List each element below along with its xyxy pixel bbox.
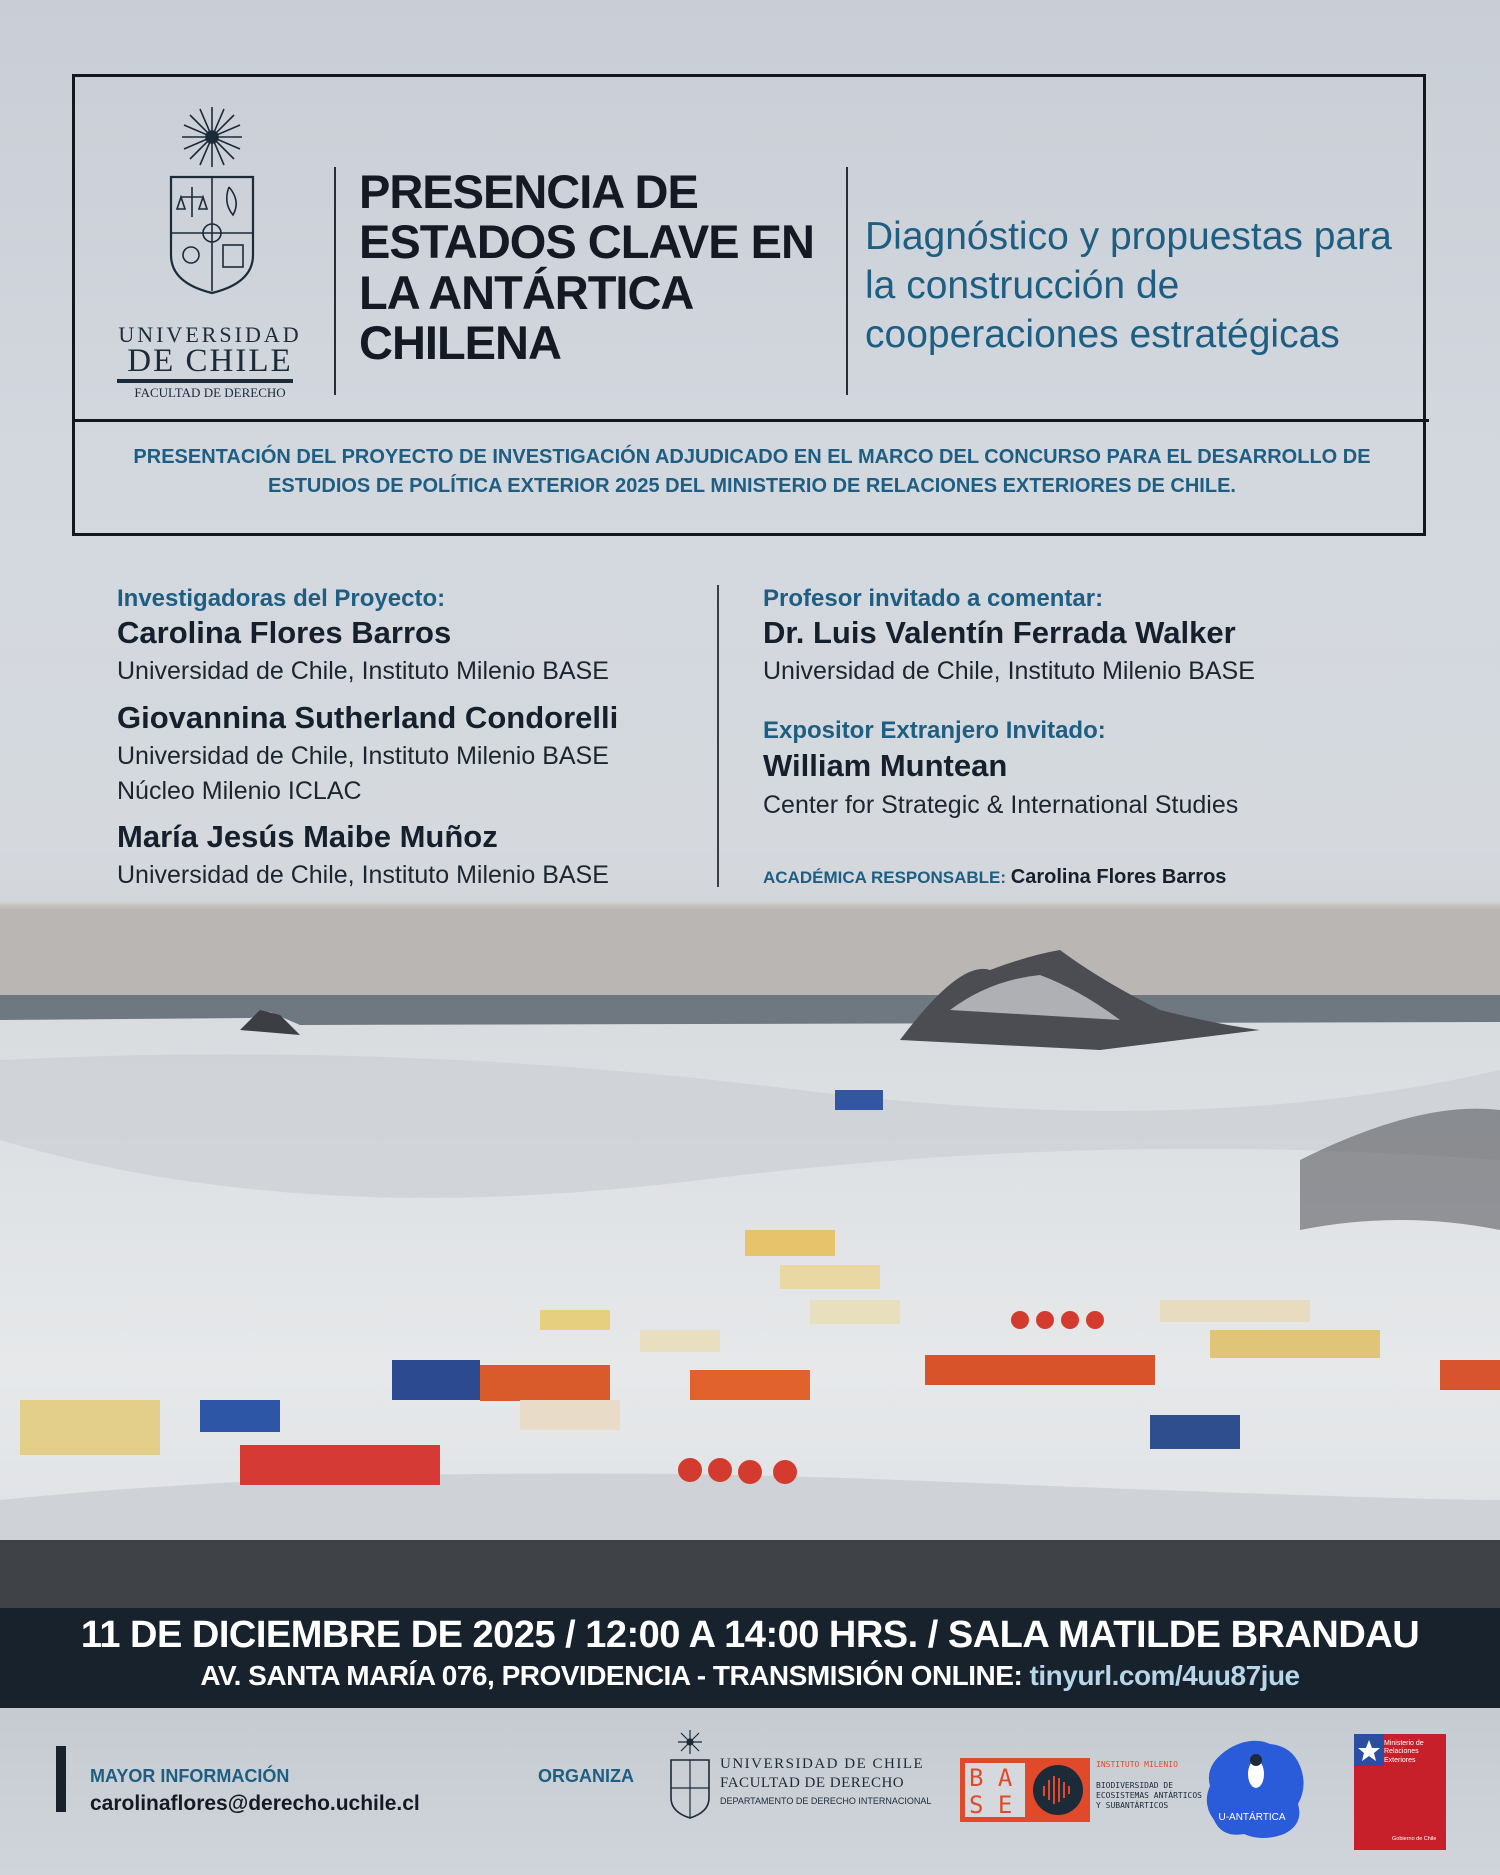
- ministry-name: Ministerio de Relaciones Exteriores: [1384, 1740, 1424, 1764]
- researcher-name: María Jesús Maibe Muñoz: [117, 819, 498, 854]
- u-antartica-label: U-ANTÁRTICA: [1218, 1812, 1286, 1823]
- organizer-label: ORGANIZA: [538, 1766, 634, 1786]
- university-crest-icon: [167, 105, 257, 315]
- antarctic-base-photo: [0, 900, 1500, 1610]
- researchers-heading: Investigadoras del Proyecto:: [117, 585, 446, 612]
- event-address: [0, 1660, 1500, 1692]
- base-institute-logo: [960, 1758, 1090, 1822]
- online-stream-link[interactable]: tinyurl.com/4uu87jue: [1029, 1660, 1300, 1691]
- faculty-crest-icon: [668, 1728, 712, 1832]
- project-presentation-text: PRESENTACIÓN DEL PROYECTO DE INVESTIGACIÓN ADJUDICADO EN EL MARCO DEL CONCURSO PARA EL DESARROLLO DE ESTUDIOS DE POLÍTICA EXTERIOR 2025 DEL MINISTERIO DE RELACIONES EXTERIORES DE CHILE.: [133, 446, 1371, 497]
- foreign-speaker-name: William Muntean: [763, 748, 1008, 783]
- commentator-name: Dr. Luis Valentín Ferrada Walker: [763, 615, 1236, 650]
- researcher-affiliation: Universidad de Chile, Instituto Milenio BASE: [117, 861, 609, 889]
- logo-underline: [117, 379, 293, 383]
- government-name: Gobierno de Chile: [1392, 1836, 1437, 1842]
- university-name-line1: UNIVERSIDAD: [118, 322, 302, 347]
- subtitle: Diagnóstico y propuestas para la construcción de cooperaciones estratégicas: [865, 215, 1392, 356]
- organizer-university: UNIVERSIDAD DE CHILE: [720, 1756, 925, 1772]
- header-box: [72, 74, 1426, 536]
- u-antartica-logo: [1200, 1734, 1310, 1844]
- organizer-faculty: FACULTAD DE DERECHO: [720, 1775, 905, 1791]
- footer: [0, 1708, 1500, 1875]
- researcher-name: Giovannina Sutherland Condorelli: [117, 700, 619, 735]
- researcher-affiliation: Universidad de Chile, Instituto Milenio BASE: [117, 742, 609, 770]
- base-letters-bottom: S E: [969, 1791, 1013, 1819]
- university-logo: [115, 105, 305, 400]
- commentator-affiliation: Universidad de Chile, Instituto Milenio BASE: [763, 657, 1255, 685]
- responsible-name: Carolina Flores Barros: [1010, 866, 1227, 888]
- organizer-department: DEPARTAMENTO DE DERECHO INTERNACIONAL: [720, 1796, 932, 1806]
- researcher-affiliation: Universidad de Chile, Instituto Milenio BASE: [117, 657, 609, 685]
- commentator-heading: Profesor invitado a comentar:: [763, 585, 1104, 612]
- base-letters-top: B A: [969, 1764, 1013, 1792]
- header-divider-right: [846, 167, 848, 395]
- researcher-affiliation-2: Núcleo Milenio ICLAC: [117, 777, 362, 805]
- foreign-speaker-heading: Expositor Extranjero Invitado:: [763, 717, 1106, 744]
- researcher-name: Carolina Flores Barros: [117, 615, 452, 650]
- foreign-speaker-affiliation: Center for Strategic & International Studies: [763, 791, 1239, 819]
- university-name-line2: DE CHILE: [127, 343, 293, 379]
- address-text: AV. SANTA MARÍA 076, PROVIDENCIA - TRANSMISIÓN ONLINE:: [200, 1660, 1023, 1691]
- header-divider-left: [334, 167, 336, 395]
- page-title: PRESENCIA DE ESTADOS CLAVE EN LA ANTÁRTICA CHILENA: [359, 165, 814, 369]
- faculty-name: FACULTAD DE DERECHO: [134, 385, 286, 400]
- footer-accent-bar: [56, 1746, 66, 1812]
- contact-email-link[interactable]: carolinaflores@derecho.uchile.cl: [90, 1792, 420, 1815]
- base-institute-name: BIODIVERSIDAD DE ECOSISTEMAS ANTÁRTICOS Y SUBANTÁRTICOS: [1096, 1781, 1202, 1810]
- header-horizontal-divider: [75, 419, 1429, 422]
- more-info-label: MAYOR INFORMACIÓN: [90, 1766, 290, 1786]
- base-institute-type: INSTITUTO MILENIO: [1096, 1760, 1178, 1769]
- responsible-label: ACADÉMICA RESPONSABLE:: [763, 868, 1007, 887]
- speakers-column-divider: [717, 585, 719, 887]
- event-date-time-venue: 11 DE DICIEMBRE DE 2025 / 12:00 A 14:00 HRS. / SALA MATILDE BRANDAU: [80, 1614, 1420, 1656]
- responsible-academic: [763, 866, 1226, 889]
